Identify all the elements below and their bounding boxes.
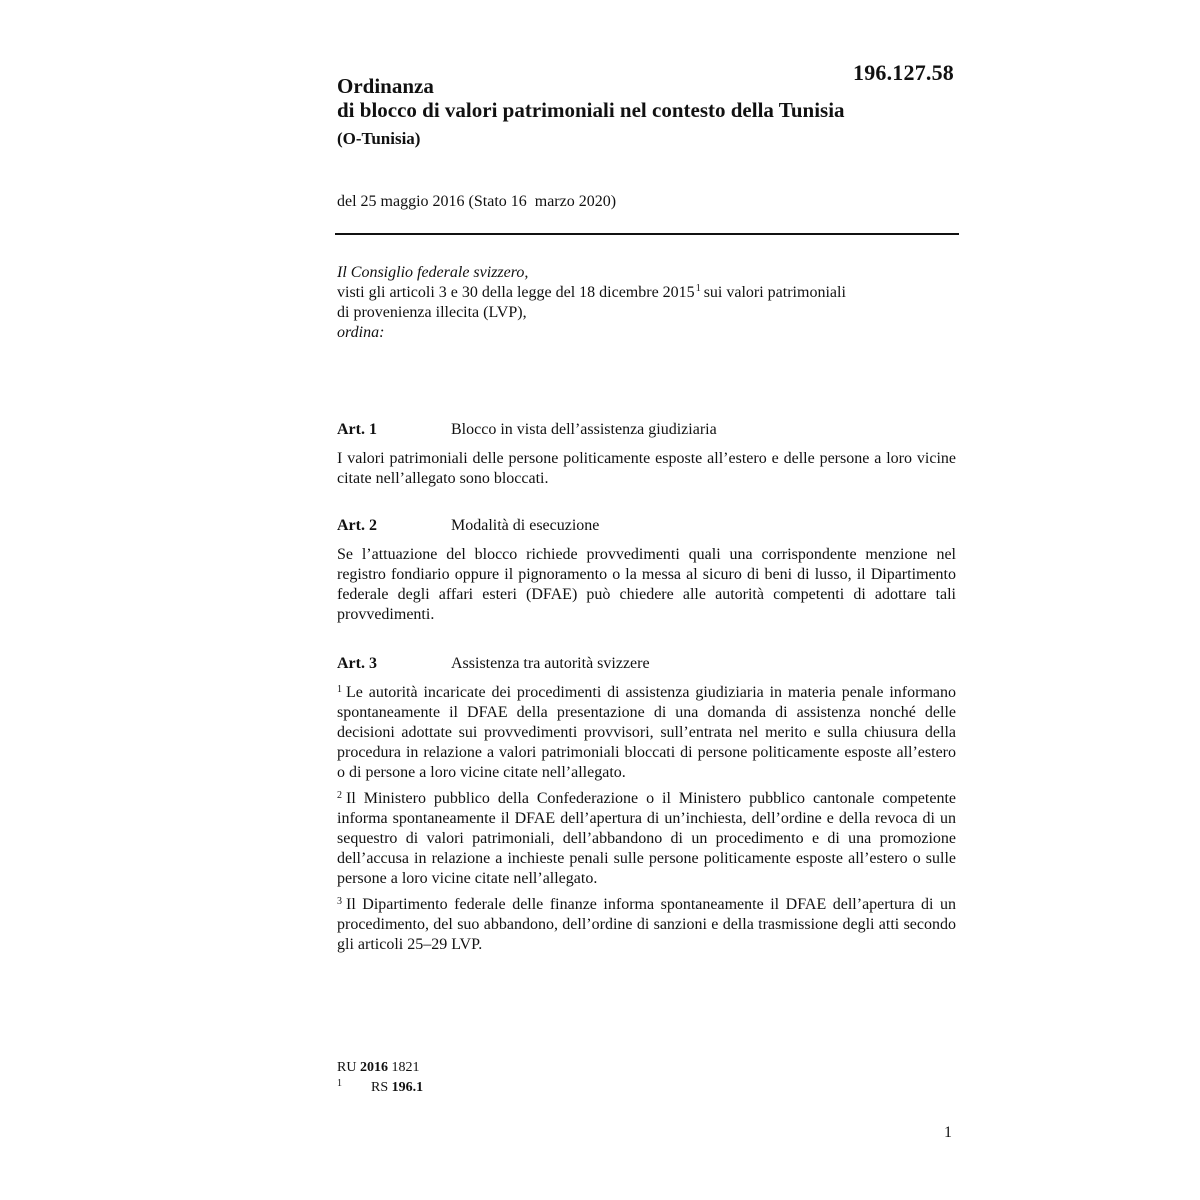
paragraph-text: Le autorità incaricate dei procedimenti di assistenza giudiziaria in materia penale informano spontaneamente il DFAE della presentazione di una domanda di assistenza nonché delle decisioni adottate sui provvedimenti provvisori, sull’entrata nel merito e sulla chiusura della procedura in relazione a valori patrimoniali bloccati di persone politicamente esposte all’estero o di persone a loro vicine citate nell’allegato. xyxy=(337,684,956,781)
article-body xyxy=(337,545,956,625)
title-block xyxy=(337,74,957,150)
date-status-line: del 25 maggio 2016 (Stato 16 marzo 2020) xyxy=(337,193,617,210)
preamble-basis-text-2: sui valori patrimoniali xyxy=(703,284,846,301)
article-paragraph xyxy=(337,789,956,889)
article-paragraph xyxy=(337,683,956,783)
article-title: Modalità di esecuzione xyxy=(451,517,600,534)
footnote-1: 1 RS 196.1 xyxy=(337,1078,424,1095)
paragraph-number: 3 xyxy=(337,896,342,907)
paragraph-text: Se l’attuazione del blocco richiede provvedimenti quali una corrispondente menzione nel registro fondiario oppure il pignoramento o la messa al sicuro di beni di lusso, il Dipartimento federale degli affari esteri (DFAE) può chiedere alle autorità competenti di adottare tali provvedimenti. xyxy=(337,546,956,623)
official-compilation-reference xyxy=(337,1058,423,1078)
article-number: Art. 3 xyxy=(337,655,377,672)
preamble-basis-text: visti gli articoli 3 e 30 della legge del 18 dicembre 2015 xyxy=(337,284,695,301)
page-number: 1 xyxy=(944,1124,952,1141)
article-heading xyxy=(337,655,956,677)
article-2 xyxy=(337,517,956,631)
paragraph-number: 1 xyxy=(337,684,342,695)
title-abbreviation: (O-Tunisia) xyxy=(337,129,421,148)
header-divider xyxy=(335,233,959,235)
preamble xyxy=(337,263,957,343)
preamble-authority: Il Consiglio federale svizzero, xyxy=(337,264,529,281)
paragraph-text: Il Dipartimento federale delle finanze informa spontaneamente il DFAE dell’apertura di un procedimento, del suo abbandono, dell’ordine di sanzioni e della trasmissione degli atti secondo gli articoli 25–29 LVP. xyxy=(337,896,956,953)
article-number: Art. 1 xyxy=(337,421,377,438)
title-line-2: di blocco di valori patrimoniali nel contesto della Tunisia xyxy=(337,98,845,122)
article-title: Blocco in vista dell’assistenza giudiziaria xyxy=(451,421,717,438)
paragraph-text: Il Ministero pubblico della Confederazione o il Ministero pubblico cantonale competente informa spontaneamente il DFAE dell’apertura di un’inchiesta, dell’ordine e della revoca di un sequestro di valori patrimoniali, dell’abbandono di un procedimento e di una promozione dell’accusa in relazione a inchieste penali sulle persone politicamente esposte all’estero o sulle persone a loro vicine citate nell’allegato. xyxy=(337,790,956,887)
article-number: Art. 2 xyxy=(337,517,377,534)
ru-year: 2016 xyxy=(359,1060,388,1075)
preamble-basis-line-1 xyxy=(337,283,957,303)
article-1 xyxy=(337,421,956,495)
article-paragraph xyxy=(337,545,956,625)
article-title: Assistenza tra autorità svizzere xyxy=(451,655,650,672)
title-line-1: Ordinanza xyxy=(337,74,434,98)
article-heading xyxy=(337,517,956,539)
article-paragraph xyxy=(337,895,956,955)
article-paragraph xyxy=(337,449,956,489)
preamble-enacting: ordina: xyxy=(337,324,385,341)
sr-number: 196.127.58 xyxy=(853,60,954,85)
article-3 xyxy=(337,655,956,961)
paragraph-number: 2 xyxy=(337,790,342,801)
footnote-link[interactable]: 196.1 xyxy=(391,1080,424,1095)
ru-prefix: RU xyxy=(337,1060,357,1075)
ru-page: 1821 xyxy=(391,1060,420,1075)
footnote-reference[interactable]: 1 xyxy=(695,283,701,294)
paragraph-text: I valori patrimoniali delle persone politicamente esposte all’estero e delle persone a loro vicine citate nell’allegato sono bloccati. xyxy=(337,450,956,487)
article-heading xyxy=(337,421,956,443)
article-body xyxy=(337,449,956,489)
article-body xyxy=(337,683,956,955)
footnote-prefix: RS xyxy=(371,1080,389,1095)
preamble-basis-line-2: di provenienza illecita (LVP), xyxy=(337,304,527,321)
footer-notes xyxy=(337,1058,423,1098)
